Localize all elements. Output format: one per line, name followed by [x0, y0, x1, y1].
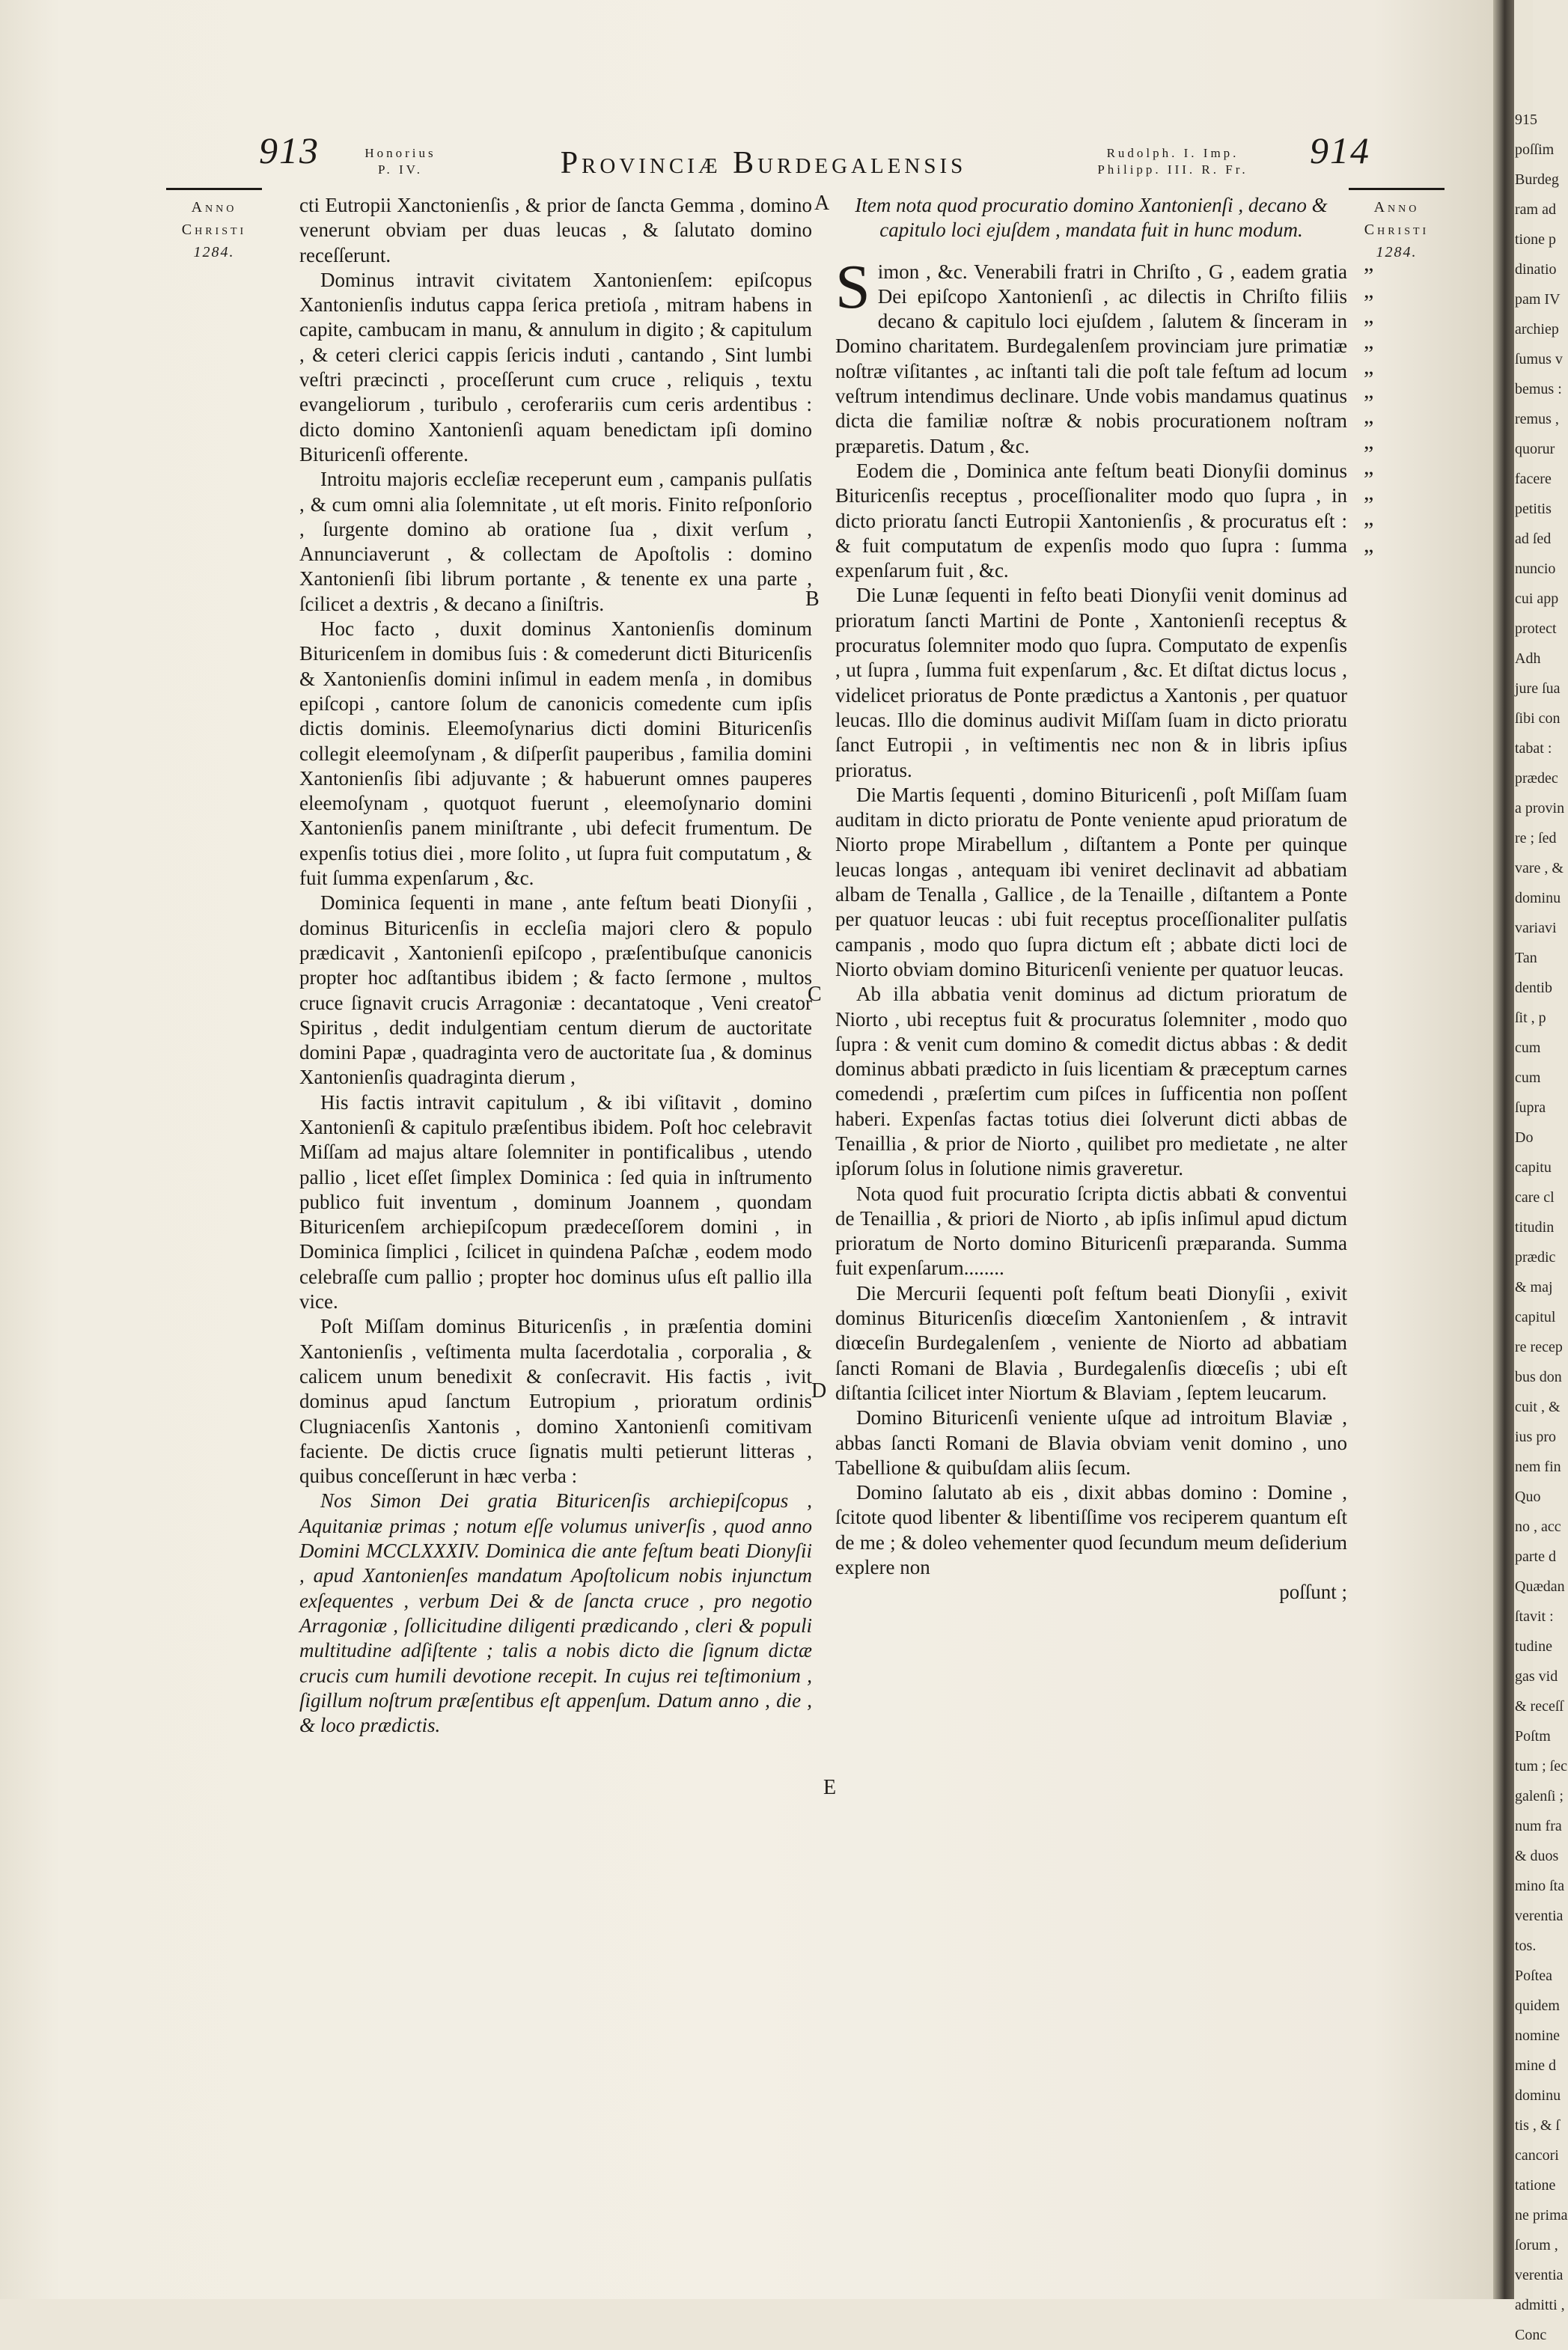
paragraph: Die Lunæ ſequenti in feſto beati Dionyſii venit dominus ad prioratum ſancti Martini de Ponte , Xantonienſi receptus & procuratus ſolemniter modo quo ſupra. Computato de expenſis , ut ſupra , ſumma fuit expenſarum , &c. Et diſtat dictus locus , videlicet prioratus de Ponte prædictus a Xantonis , per quatuor leucas. Illo die dominus audivit Miſſam ſuam in dicto prioratu ſanct Eutropii , in veſtimentis nec non & in libris ipſius prioratus. [835, 584, 1347, 781]
quote-mark: ” [1364, 341, 1371, 366]
quote-mark: ” [1364, 518, 1371, 543]
next-page-edge-line: bemus : [1515, 381, 1562, 397]
quote-mark: ” [1364, 367, 1371, 391]
paragraph: Domino ſalutato ab eis , dixit abbas domino : Domine , ſcitote quod libenter & libentiſſime vos reciperem quantum eſt de me ; & doleo vehementer quod ſecundum meum deſiderium explere non [835, 1481, 1347, 1579]
next-page-edge-line: Tan [1515, 950, 1537, 966]
next-page-edge-line: vare , & [1515, 860, 1564, 876]
next-page-edge-line: cuit , & [1515, 1399, 1561, 1415]
year-note-right [1349, 188, 1445, 263]
year-note-left [166, 188, 262, 263]
next-page-edge-line: pam IV [1515, 291, 1561, 308]
quote-mark: ” [1364, 391, 1371, 415]
next-page-edge-line: ſit , p [1515, 1010, 1546, 1026]
header-pope-number: P. IV. [377, 162, 424, 177]
header-king: Philipp. III. R. Fr. [1097, 162, 1248, 177]
next-page-edge-line: care cl [1515, 1189, 1555, 1206]
next-page-edge-line: re ; ſed [1515, 830, 1557, 846]
header-rulers [1049, 145, 1296, 178]
next-page-edge-line: tatione [1515, 2177, 1556, 2194]
year-note-christi: Christi [181, 222, 247, 238]
next-page-edge-line: Do [1515, 1129, 1534, 1146]
next-page-edge-line: dentib [1515, 980, 1552, 996]
book-gutter [1493, 0, 1514, 2299]
next-page-edge-line: gas vid [1515, 1668, 1558, 1685]
next-page-edge-line: tum ; ſec [1515, 1758, 1567, 1774]
next-page-edge-line: Quædan [1515, 1578, 1565, 1595]
next-page-edge-line: titudin [1515, 1219, 1555, 1236]
next-page-edge-line: Conc [1515, 2327, 1547, 2343]
paragraph: Poſt Miſſam dominus Bituricenſis , in præſentia domini Xantonienſis , veſtimenta multa ſacerdotalia , corporalia , & calicem unum benedixit & conſecravit. His factis , ivit dominus apud ſanctum Eutropium , prioratum ordinis Clugniacenſis Xantonis , domino Xantonienſi comitivam faciente. De dictis cruce ſignatis multi petierunt litteras , quibus conceſſerunt in hæc verba : [299, 1315, 812, 1488]
next-page-edge-line: cum [1515, 1069, 1541, 1086]
next-page-edge-line: admitti , [1515, 2297, 1565, 2313]
paragraph: Nota quod fuit procuratio ſcripta dictis abbati & conventui de Tenaillia , & priori de Niorto , ab ipſis inſimul apud dictum prioratum de Norto domino Bituricenſi præparanda. Summa fuit expenſarum........ [835, 1182, 1347, 1280]
next-page-edge-line: ſtavit : [1515, 1608, 1554, 1625]
letter-text [835, 251, 1347, 459]
next-page-edge-line: protect [1515, 620, 1557, 637]
next-page-edge-line: ius pro [1515, 1429, 1556, 1445]
next-page-edge-line: archiep [1515, 321, 1559, 338]
section-marker-c: C [808, 983, 822, 1006]
charter-text: Nos Simon Dei gratia Bituricenſis archiepiſcopus , Aquitaniæ primas ; notum eſſe volumus univerſis , quod anno Domini MCCLXXXIV. Dominica die ante feſtum beati Dionyſii , apud Xantonienſes mandatum Apoſtolicum nobis injunctum exſequentes , verbum Dei & de ſancta cruce , pro negotio Arragoniæ , ſollicitudine diligenti prædicando , cleri & populi multitudine adſiſtente ; talis a nobis dicto die ſignum dictæ crucis cum humili devotione recepit. In cujus rei teſtimonium , ſigillum noſtrum præſentibus eſt appenſum. Datum anno , die , & loco prædictis. [299, 1489, 812, 1737]
next-page-edge-line: dominu [1515, 2087, 1561, 2104]
next-page-edge-line: tione p [1515, 231, 1556, 248]
next-page-edge-line: Adh [1515, 650, 1541, 667]
next-page-edge-line: Poſtea [1515, 1968, 1552, 1984]
next-page-edge-line: quidem [1515, 1997, 1560, 2014]
next-page-edge-line: a provin [1515, 800, 1565, 817]
quote-mark: ” [1364, 416, 1371, 441]
paragraph: cti Eutropii Xanctonienſis , & prior de ſancta Gemma , domino venerunt obviam per duas leucas , & ſalutato domino receſſerunt. [299, 194, 812, 266]
quote-mark: ” [1364, 316, 1371, 341]
next-page-edge-line: re recep [1515, 1339, 1563, 1355]
paragraph: Ab illa abbatia venit dominus ad dictum prioratum de Niorto , ubi receptus fuit & procuratus ſolemniter , modo quo ſupra : & venit cum domino & comedit dictus abbas : & dedit dominus abbati prædicto in ſuis licentiam & præceptum carnes comedendi , præſertim cum piſces in ſufficentia non poſſent haberi. Expenſas factas totius diei ſolverunt dicti abbas de Tenaillia , & prior de Niorto , quilibet pro medietate , ne alter ipſorum ſolus in ſolutione nimis graveretur. [835, 983, 1347, 1180]
next-page-edge-text [1515, 105, 1568, 2350]
next-page-edge-line: capitul [1515, 1309, 1556, 1325]
quote-mark: ” [1364, 545, 1371, 570]
next-page-edge-line: galenſi ; [1515, 1788, 1564, 1804]
next-page-edge-line: Burdeg [1515, 171, 1559, 188]
next-page-edge-line: ad ſed [1515, 531, 1552, 547]
header-emperor: Rudolph. I. Imp. [1106, 146, 1239, 160]
next-page-edge-line: dominu [1515, 890, 1561, 906]
paragraph: Hoc facto , duxit dominus Xantonienſis dominum Bituricenſem in domibus ſuis : & comederunt dicti Bituricenſis & Xantonienſis domini inſimul in eadem menſa , in domibus epiſcopi , cantore ſolum de canonicis comedente cum ipſis dictis dominis. Eleemoſynarius dicti domini Bituricenſis collegit eleemoſynam , & diſperſit pauperibus , familia domini Xantonienſis ſibi adjuvante ; & habuerunt omnes pauperes eleemoſynam , quotquot fuerunt , eleemoſynario domini Xantonienſis panem miniſtrante , ubi defecit frumentum. De expenſis totius diei , more ſolito , ut ſupra fuit computatum , & fuit ſumma expenſarum , &c. [299, 617, 812, 890]
next-page-edge-line: variavi [1515, 920, 1557, 936]
quote-mark: ” [1364, 442, 1371, 466]
page-number-left: 913 [259, 129, 320, 171]
header-pope-name: Honorius [364, 146, 436, 160]
paragraph: His factis intravit capitulum , & ibi viſitavit , domino Xantonienſi & capitulo præſentibus ibidem. Poſt hoc celebravit Miſſam ad majus altare ſolemniter in pontificalibus , utendo pallio , licet eſſet ſimplex Dominica : ſed quia in inſtrumento publico fuit inventum , dominum Joannem , quondam Bituricenſem archiepiſcopum prædeceſſorem domini , in Dominica ſimplici , ſcilicet in quindena Paſchæ , eodem modo celebraſſe cum pallio ; propter hoc dominus uſus eſt pallio illa vice. [299, 1090, 812, 1313]
paragraph: Dominus intravit civitatem Xantonienſem: epiſcopus Xantonienſis indutus cappa ſerica pretioſa , mitram habens in capite, cambucam in manu, & annulum in digito ; & capitulum , & ceteri clerici cappis ſericis induti , cantando , Sint lumbi veſtri præcincti , proceſſerunt cum cruce , reliquis , textu evangeliorum , turibulo , ceroferariis cum ceris ardentibus : dicto domino Xantonienſi aquam benedictam ipſi domino Bituricenſi offerente. [299, 268, 812, 466]
next-page-edge-line: tudine [1515, 1638, 1552, 1655]
year-note-christi: Christi [1364, 222, 1430, 238]
closing-word: poſſunt ; [1279, 1581, 1347, 1604]
next-page-edge-line: & duos [1515, 1848, 1559, 1864]
quote-mark: ” [1364, 290, 1371, 315]
next-page-edge-line: Poſtm [1515, 1728, 1551, 1745]
paragraph: Dominica ſequenti in mane , ante feſtum beati Dionyſii , dominus Bituricenſis in eccleſia majori clero & populo prædicavit , Xantonienſi epiſcopo , præſentibuſque canonicis propter hoc adſtantibus ibidem ; & facto ſermone , multos cruce ſignavit crucis Arragoniæ : decantatoque , Veni creator Spiritus , dedit indulgentiam centum dierum de auctoritate domini Papæ , quadraginta vero de auctoritate ſua , & dominus Xantonienſis quadraginta dierum , [299, 891, 812, 1089]
next-page-edge-line: ram ad [1515, 201, 1556, 218]
section-heading: Item nota quod procuratio domino Xantonienſi , decano & capitulo loci ejuſdem , mandata fuit in hunc modum. [855, 194, 1328, 242]
paragraph: Introitu majoris eccleſiæ receperunt eum , campanis pulſatis , & cum omni alia ſolemnitate , ut eſt moris. Finito reſponſorio , ſurgente domino ab oratione ſua , dixit verſum , Annunciaverunt , & collectam de Apoſtolis : domino Xantonienſi ſibi librum portante , & tenente ex una parte , ſcilicet a dextris , & decano a ſiniſtris. [299, 468, 812, 615]
next-page-edge-line: ſibi con [1515, 710, 1561, 727]
year-rule [1349, 188, 1445, 190]
next-page-edge-line: ſorum , [1515, 2237, 1558, 2253]
next-page-edge-line: poſſim [1515, 141, 1555, 158]
next-page-edge-line: nomine [1515, 2027, 1560, 2044]
next-page-edge-line: cum [1515, 1040, 1541, 1056]
next-page-edge-line: facere [1515, 471, 1552, 487]
next-page-edge-line: verentia [1515, 2267, 1564, 2283]
section-marker-b: B [805, 588, 820, 611]
next-page-edge-line: jure ſua [1515, 680, 1561, 697]
running-title: Provinciæ Burdegalensis [560, 146, 967, 180]
section-marker-e: E [823, 1776, 837, 1799]
next-page-edge-line: tos. [1515, 1938, 1537, 1954]
right-column [835, 193, 1347, 1605]
next-page-edge-line: bus don [1515, 1369, 1562, 1385]
drop-cap: S [835, 251, 870, 322]
next-page-edge-line: cui app [1515, 590, 1559, 607]
year-note-year: 1284. [1376, 244, 1418, 260]
quote-mark: ” [1364, 263, 1371, 288]
paragraph: Die Mercurii ſequenti poſt feſtum beati Dionyſii , exivit dominus Bituricenſis diœceſim Xantonienſem , & intravit diœceſin Burdegalenſem , veniente de Niorto ad abbatiam ſancti Romani de Blavia , Burdegalenſis diœceſis ; ubi eſt diſtantia ſcilicet inter Niortum & Blaviam , ſeptem leucarum. [835, 1281, 1347, 1404]
next-page-edge-line: & receſſ [1515, 1698, 1564, 1715]
next-page-edge-line: Quo [1515, 1489, 1541, 1505]
next-page-edge-line: mino ſta [1515, 1878, 1565, 1894]
next-page-edge-line: no , acc [1515, 1519, 1561, 1535]
next-page-edge-line: nuncio [1515, 561, 1556, 577]
next-page-edge-line: tis , & ſ [1515, 2117, 1561, 2134]
next-page-edge-line: parte d [1515, 1548, 1556, 1565]
next-page-edge-line: prædec [1515, 770, 1558, 787]
year-note-anno: Anno [191, 199, 237, 216]
next-page-edge-line: num fra [1515, 1818, 1562, 1834]
page-number-right: 914 [1310, 129, 1370, 171]
quote-mark: ” [1364, 492, 1371, 517]
next-page-edge-line: & maj [1515, 1279, 1553, 1295]
year-rule [166, 188, 262, 190]
next-page-edge-line: ſumus v [1515, 351, 1563, 367]
next-page-edge-line: verentia [1515, 1908, 1564, 1924]
next-page-edge-line: quorur [1515, 441, 1555, 457]
next-page-edge-line: tabat : [1515, 740, 1552, 757]
year-note-anno: Anno [1373, 199, 1420, 216]
next-page-edge-line: nem fin [1515, 1459, 1561, 1475]
paragraph: Eodem die , Dominica ante feſtum beati Dionyſii dominus Bituricenſis receptus , proceſſionaliter modo quo ſupra , in dicto prioratu ſancti Eutropii Xantonienſis , & procuratus eſt : & fuit computatum de expenſis modo quo ſupra : ſumma expenſarum fuit , &c. [835, 459, 1347, 582]
next-page-edge-line: capitu [1515, 1159, 1552, 1176]
header-pope [352, 145, 449, 178]
next-page-edge-line: mine d [1515, 2057, 1556, 2074]
quote-mark: ” [1364, 467, 1371, 492]
next-page-edge-line: cancori [1515, 2147, 1559, 2164]
paragraph: Die Martis ſequenti , domino Bituricenſi , poſt Miſſam ſuam auditam in dicto prioratu de Ponte veniente apud prioratum de Niorto prope Mirabellum , diſtantem a Ponte per quinque leucas longas , antequam ibi veniret declinavit ad abbatiam albam de Tenalla , Gallice , de la Tenaille , diſtantem a Ponte per quatuor leucas : ubi fuit receptus proceſſionaliter pulſatis campanis , modo quo ſupra dictum eſt ; abbate dicti loci de Niorto obviam domino Bituricenſi veniente per quatuor leucas. [835, 783, 1347, 980]
section-marker-a: A [814, 192, 830, 215]
next-page-edge-line: 915 [1515, 112, 1537, 128]
next-page-edge-line: dinatio [1515, 261, 1557, 278]
next-page-edge-line: petitis [1515, 501, 1552, 517]
paragraph: Domino Bituricenſi veniente uſque ad introitum Blaviæ , abbas ſancti Romani de Blavia obviam venit domino , uno Tabellione & quibuſdam aliis ſecum. [835, 1406, 1347, 1479]
year-note-year: 1284. [193, 244, 235, 260]
next-page-edge-line: ne prima [1515, 2207, 1568, 2224]
section-marker-d: D [811, 1379, 827, 1403]
letter-body: imon , &c. Venerabili fratri in Chriſto , G , eadem gratia Dei epiſcopo Xantonienſi , ac dilectis in Chriſto filiis decano & capitulo loci ejuſdem , ſalutem & ſinceram in Domino charitatem. Burdegalenſem provinciam jure primatiæ noſtræ viſitantes , ac inſtanti tali die poſt tale feſtum ad locum veſtrum intendimus declinare. Unde vobis mandamus quatinus dicta die familiæ noſtræ & nobis procurationem noſtram præparetis. Datum , &c. [835, 260, 1347, 457]
next-page-edge-line: ſupra [1515, 1099, 1546, 1116]
left-column [299, 193, 812, 1738]
next-page-edge [1514, 0, 1568, 2343]
next-page-edge-line: remus , [1515, 411, 1559, 427]
next-page-edge-line: prædic [1515, 1249, 1556, 1266]
